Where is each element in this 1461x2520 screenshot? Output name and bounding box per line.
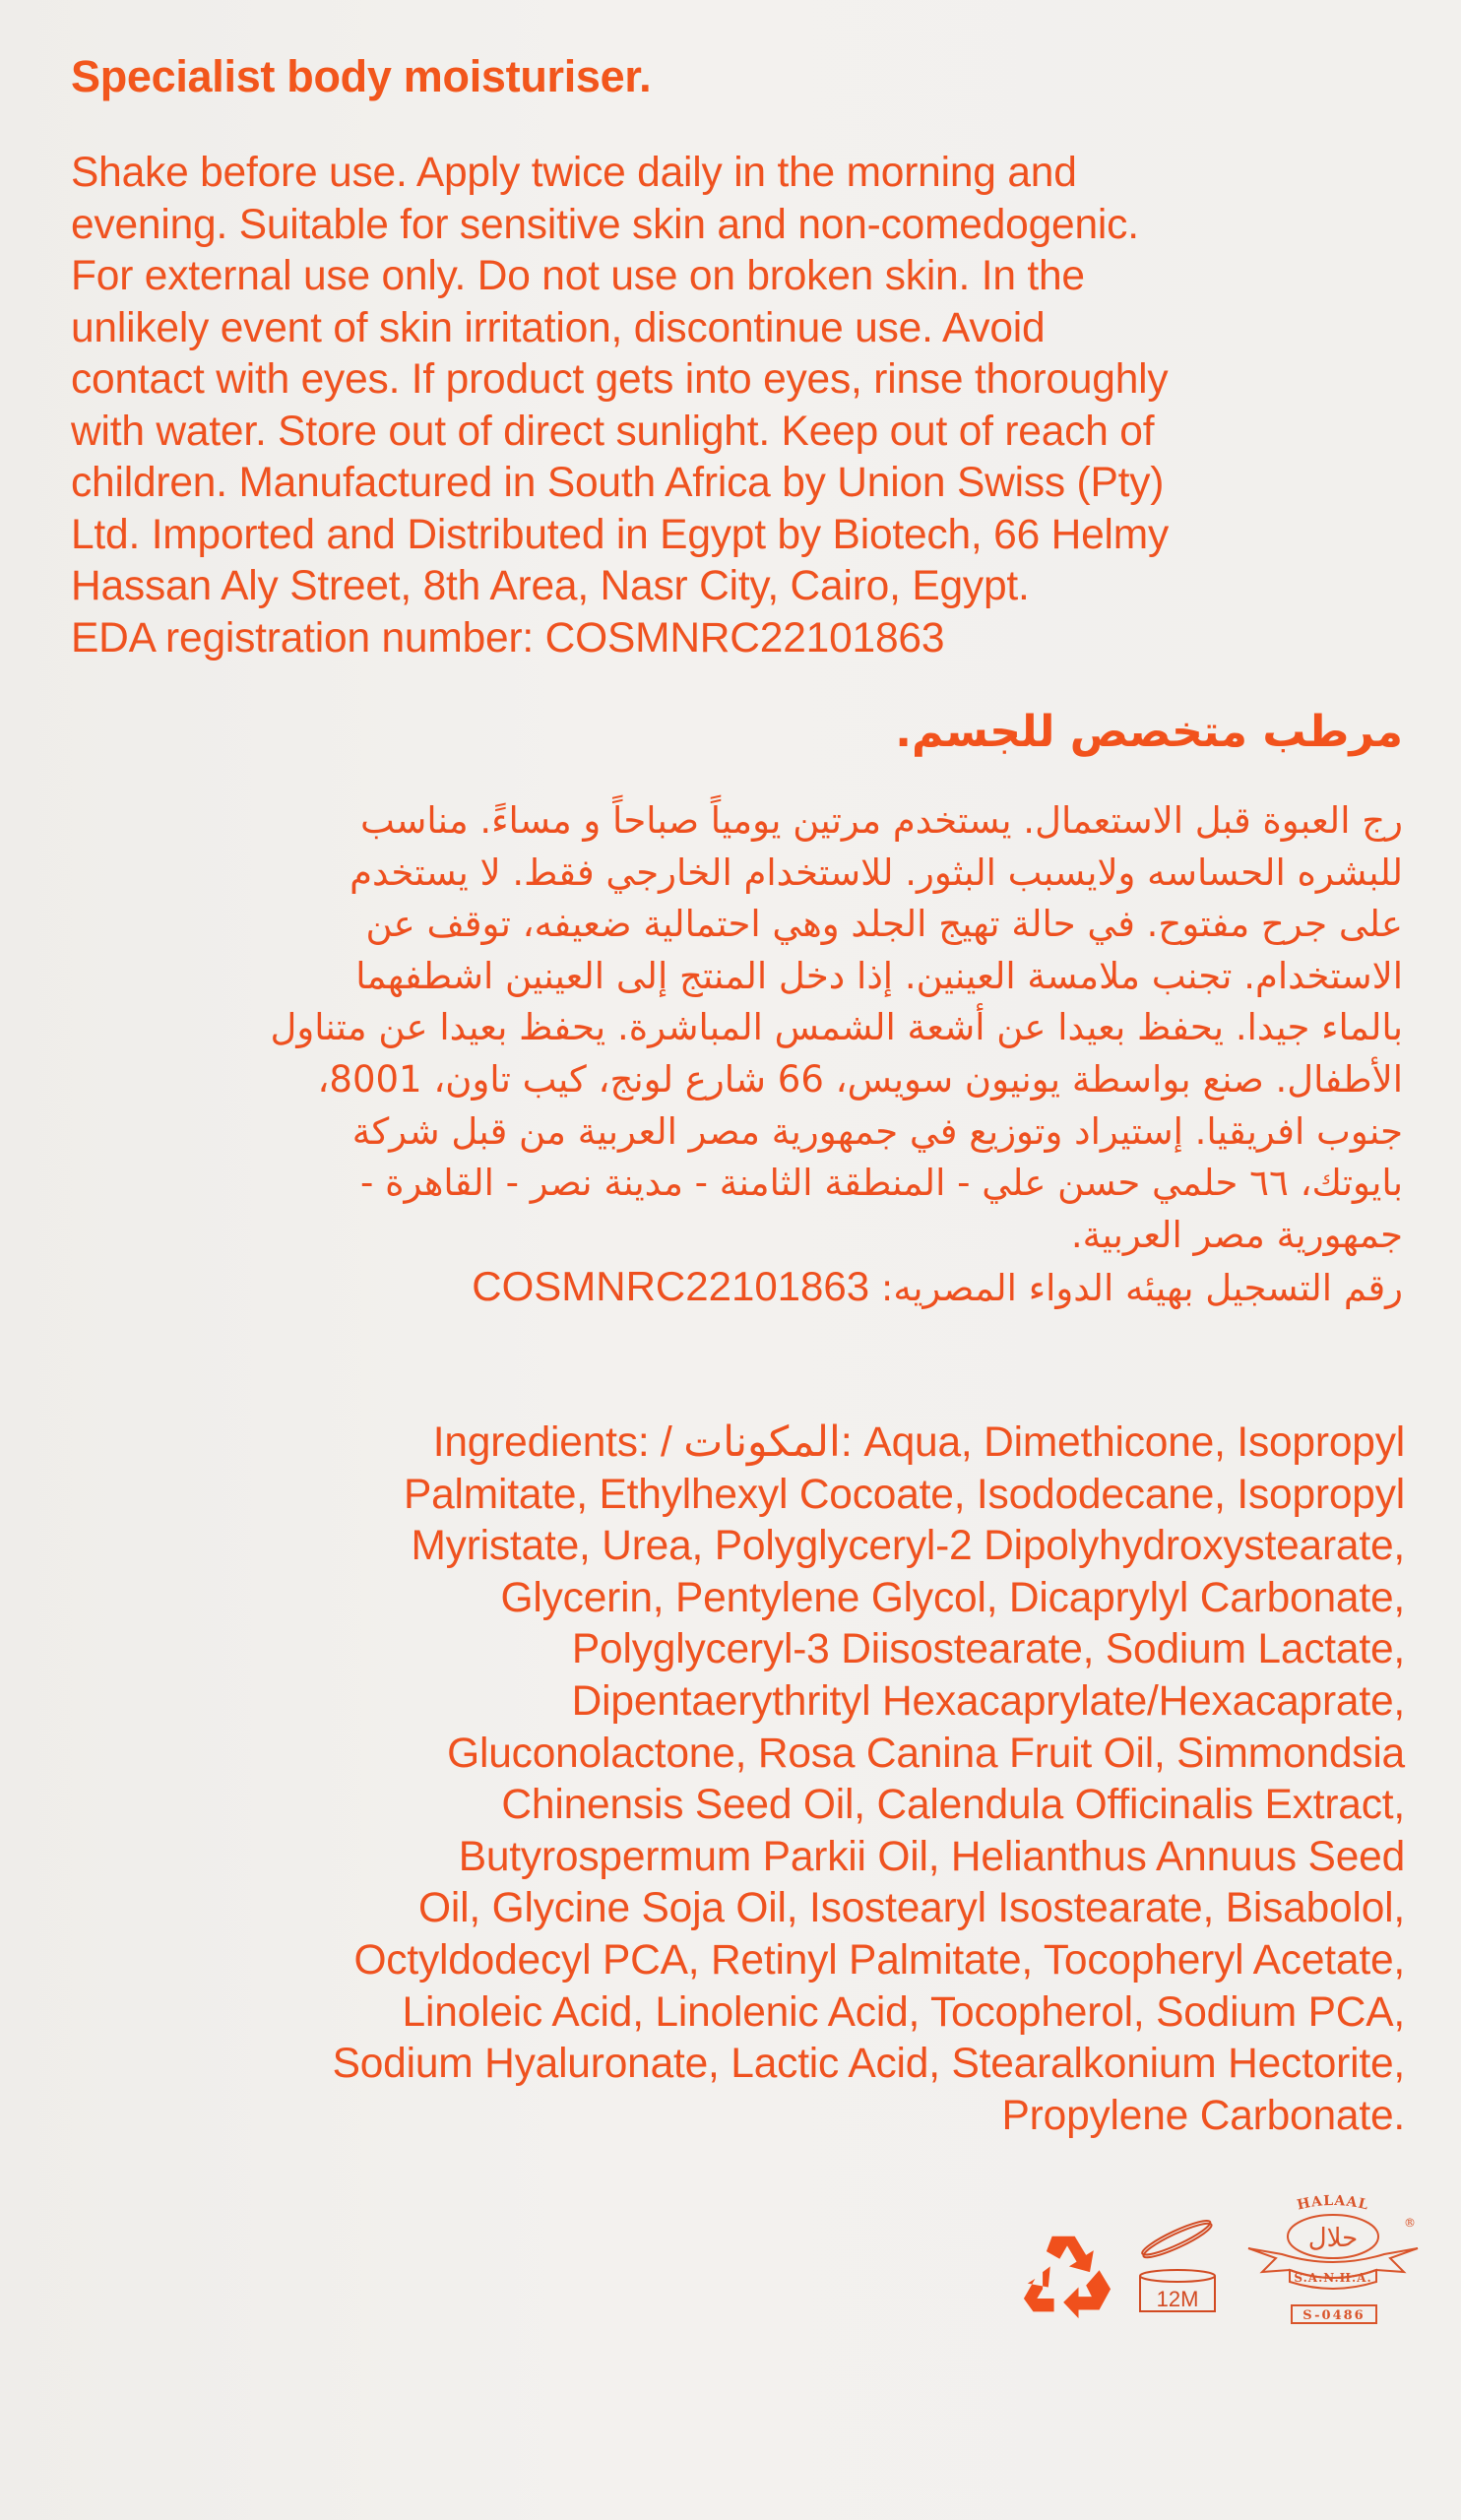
arabic-heading: مرطب متخصص للجسم. [895, 707, 1403, 757]
halaal-band-text: S.A.N.H.A. [1294, 2271, 1372, 2285]
arabic-line: للبشره الحساسه ولايسبب البثور. للاستخدام الخارجي فقط. لا يستخدم [349, 850, 1403, 894]
ingredients-list [46, 1418, 1405, 2142]
arabic-registration-number: COSMNRC22101863 [472, 1263, 870, 1310]
ingredients-line: Palmitate, Ethylhexyl Cocoate, Isododecane, Isopropyl [403, 1471, 1405, 1518]
english-line: unlikely event of skin irritation, discontinue use. Avoid [71, 304, 1046, 351]
arabic-line: الاستخدام. تجنب ملامسة العينين. إذا دخل المنتج إلى العينين اشطفهما [355, 954, 1403, 997]
english-line: Hassan Aly Street, 8th Area, Nasr City, Cairo, Egypt. [71, 563, 1030, 609]
arabic-line: بالماء جيدا. يحفظ بعيدا عن أشعة الشمس المباشرة. يحفظ بعيدا عن متناول [270, 1006, 1403, 1049]
ingredients-line: Sodium Hyaluronate, Lactic Acid, Stearalkonium Hectorite, [332, 2041, 1405, 2088]
english-line: children. Manufactured in South Africa by Union Swiss (Pty) [71, 460, 1165, 506]
english-heading: Specialist body moisturiser. [71, 51, 652, 101]
ingredients-line: Oil, Glycine Soja Oil, Isostearyl Isostearate, Bisabolol, [418, 1885, 1405, 1932]
ingredients-line: Butyrospermum Parkii Oil, Helianthus Annuus Seed [458, 1833, 1405, 1880]
arabic-registration-label: رقم التسجيل بهيئه الدواء المصريه: [880, 1267, 1403, 1310]
svg-text:HALAAL [1296, 2193, 1370, 2214]
arabic-line: رج العبوة قبل الاستعمال. يستخدم مرتين يومياً صباحاً و مساءً. مناسب [360, 799, 1403, 842]
arabic-registration-line [64, 1261, 1403, 1315]
english-line: evening. Suitable for sensitive skin and non-comedogenic. [71, 201, 1139, 248]
ingredients-line: Gluconolactone, Rosa Canina Fruit Oil, Simmondsia [447, 1730, 1405, 1777]
ingredients-line: Dipentaerythrityl Hexacaprylate/Hexacaprate, [571, 1677, 1405, 1725]
ingredients-line: Propylene Carbonate. [1001, 2092, 1405, 2139]
english-line: Ltd. Imported and Distributed in Egypt by Biotech, 66 Helmy [71, 511, 1170, 558]
registered-mark: ® [1404, 2216, 1416, 2230]
ingredients-line: Ingredients: / المكونات: Aqua, Dimethicone, Isopropyl [432, 1419, 1405, 1466]
english-instructions [71, 148, 1429, 664]
arabic-line: على جرح مفتوح. في حالة تهيج الجلد وهي احتمالية ضعيفه، توقف عن [365, 903, 1403, 946]
halaal-code: S-0486 [1302, 2308, 1366, 2323]
arabic-line: الأطفال. صنع بواسطة يونيون سويس، 66 شارع لونج، كيب تاون، 8001، [317, 1057, 1403, 1101]
arabic-instructions [64, 795, 1403, 1315]
halaal-arabic-text: حلال [1307, 2224, 1359, 2253]
arabic-line: بايوتك، ٦٦ حلمي حسن علي - المنطقة الثامنة - مدينة نصر - القاهرة - [359, 1162, 1403, 1205]
ingredients-line: Octyldodecyl PCA, Retinyl Palmitate, Tocopheryl Acetate, [353, 1936, 1405, 1984]
ingredients-line: Chinensis Seed Oil, Calendula Officinalis Extract, [501, 1782, 1405, 1829]
pao-label: 12M [1156, 2287, 1199, 2311]
ingredients-line: Polyglyceryl-3 Diisostearate, Sodium Lactate, [571, 1626, 1405, 1673]
halaal-certification-icon [1240, 2187, 1428, 2325]
english-line: contact with eyes. If product gets into eyes, rinse thoroughly [71, 356, 1169, 403]
ingredients-line: Linoleic Acid, Linolenic Acid, Tocopherol, Sodium PCA, [402, 1988, 1405, 2036]
arabic-line: جمهورية مصر العربية. [1070, 1213, 1403, 1256]
period-after-opening-icon [1132, 2219, 1223, 2317]
halaal-top-text: HALAAL [1296, 2192, 1371, 2214]
ingredients-line: Myristate, Urea, Polyglyceryl-2 Dipolyhydroxystearate, [411, 1523, 1405, 1570]
english-line: with water. Store out of direct sunlight. Keep out of reach of [71, 408, 1155, 455]
arabic-line: جنوب افريقيا. إستيراد وتوزيع في جمهورية مصر العربية من قبل شركة [351, 1109, 1403, 1153]
recycle-icon [1020, 2231, 1114, 2321]
english-line: For external use only. Do not use on broken skin. In the [71, 253, 1085, 299]
certification-icons [1014, 2187, 1428, 2325]
english-registration-line: EDA registration number: COSMNRC22101863 [71, 614, 945, 662]
ingredients-line: Glycerin, Pentylene Glycol, Dicaprylyl Carbonate, [500, 1574, 1405, 1621]
english-line: Shake before use. Apply twice daily in the morning and [71, 150, 1077, 196]
